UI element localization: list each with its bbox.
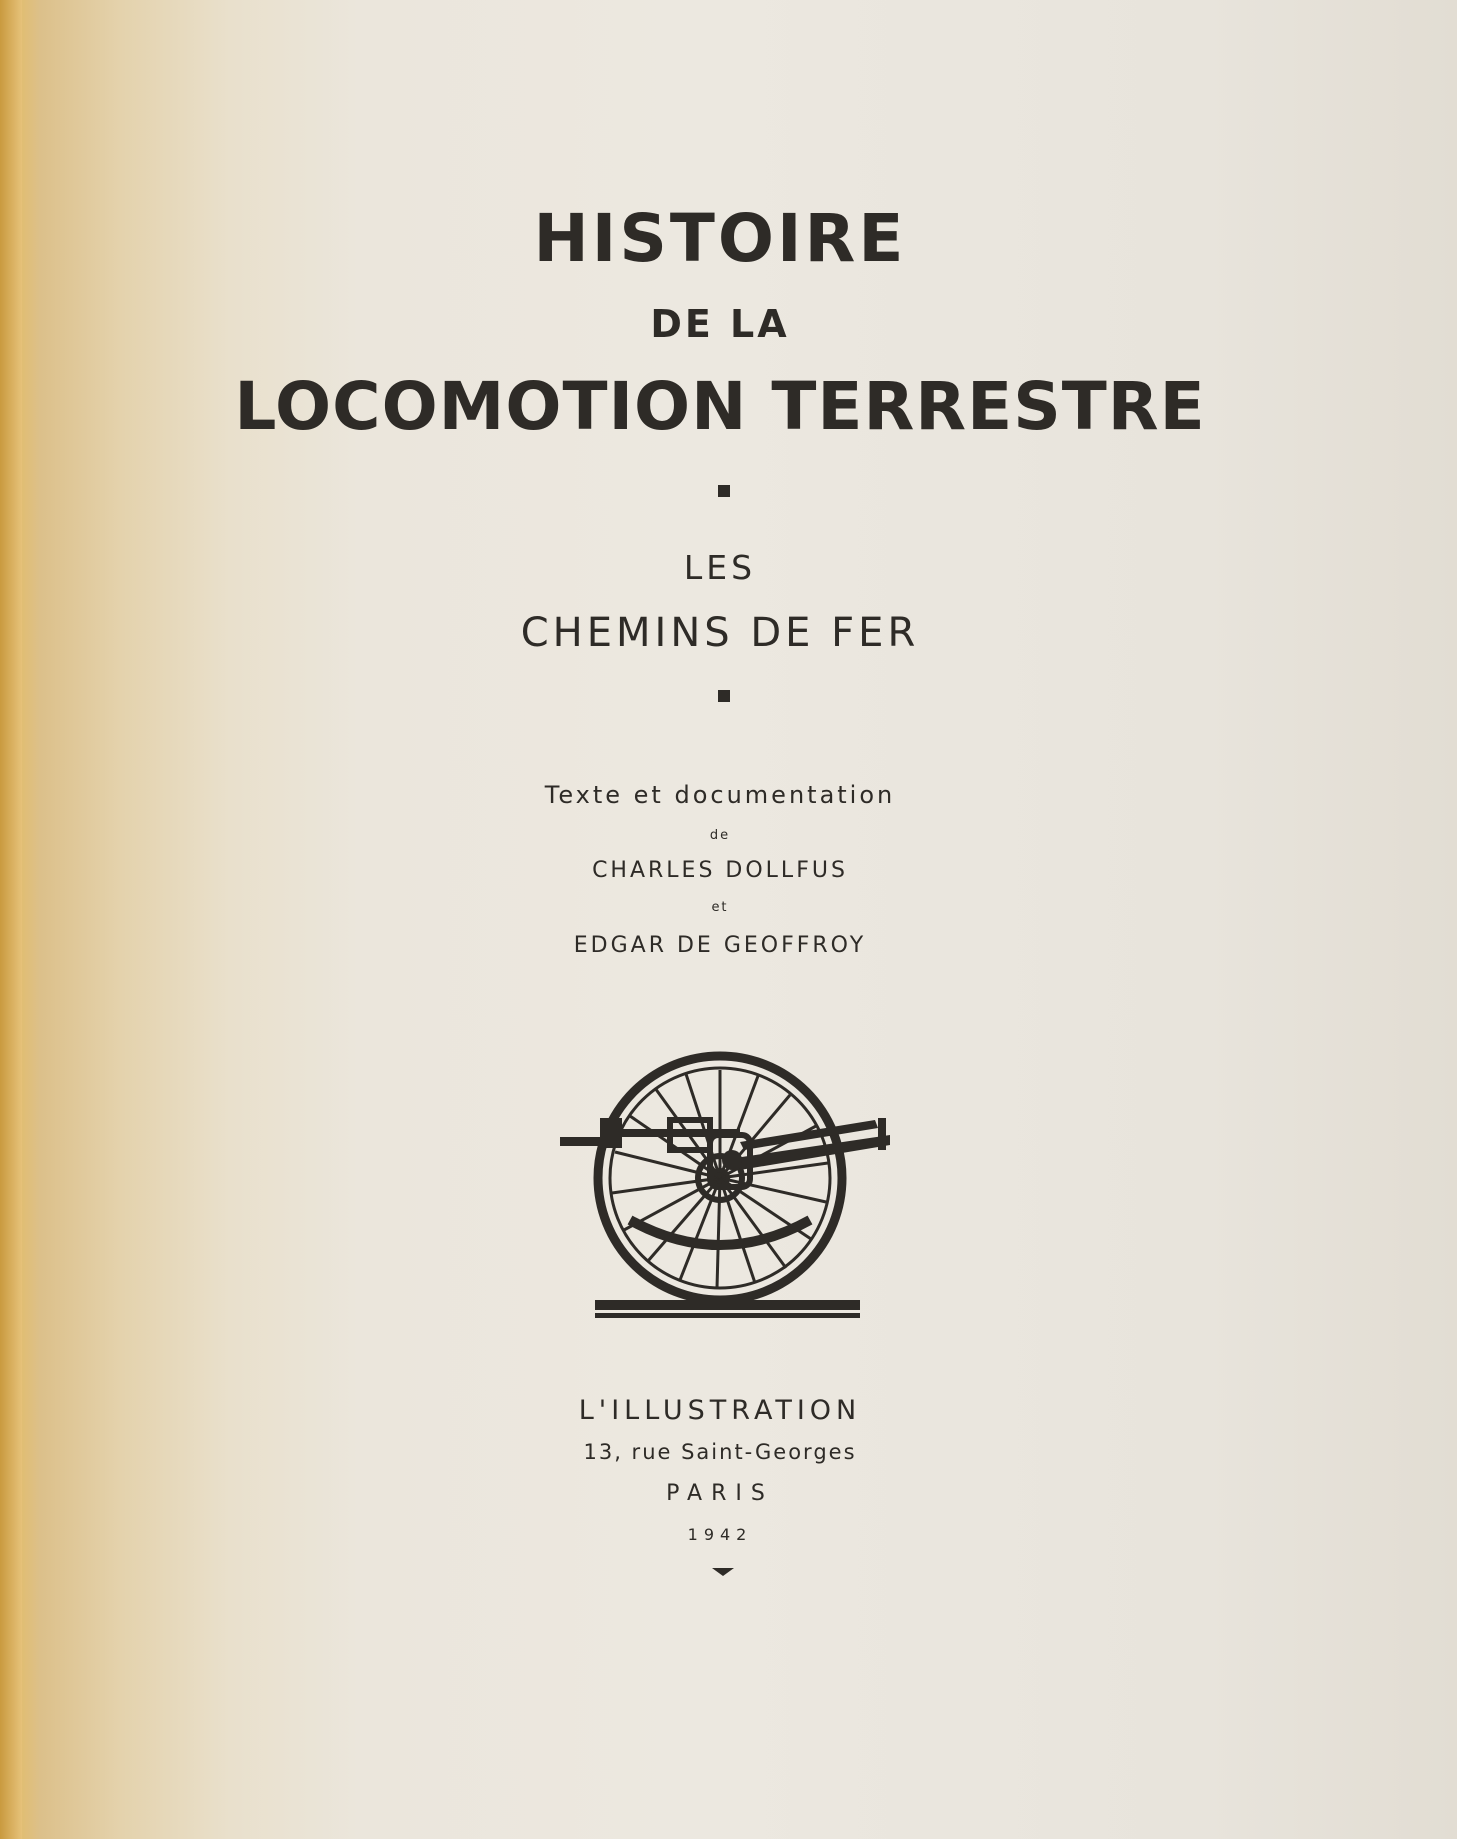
separator-square-2 bbox=[718, 690, 730, 702]
publisher-address: 13, rue Saint-Georges bbox=[583, 1440, 857, 1464]
author-1: CHARLES DOLLFUS bbox=[592, 858, 848, 883]
publication-year: 1942 bbox=[687, 1525, 753, 1544]
locomotive-wheel-icon bbox=[560, 1030, 890, 1320]
credits-de: de bbox=[709, 828, 731, 843]
publisher-city: PARIS bbox=[666, 1481, 774, 1506]
ornament-triangle-icon bbox=[712, 1568, 734, 1576]
publisher-name: L'ILLUSTRATION bbox=[578, 1395, 862, 1426]
title-line-2: DE LA bbox=[650, 302, 790, 346]
subtitle-line-1: LES bbox=[683, 548, 757, 587]
title-line-3: LOCOMOTION TERRESTRE bbox=[234, 368, 1206, 445]
separator-square-1 bbox=[718, 485, 730, 497]
subtitle-line-2: CHEMINS DE FER bbox=[520, 610, 920, 656]
credits-et: et bbox=[711, 900, 729, 915]
author-2: EDGAR DE GEOFFROY bbox=[573, 933, 867, 958]
credits-intro: Texte et documentation bbox=[544, 781, 896, 809]
title-line-1: HISTOIRE bbox=[533, 200, 907, 277]
